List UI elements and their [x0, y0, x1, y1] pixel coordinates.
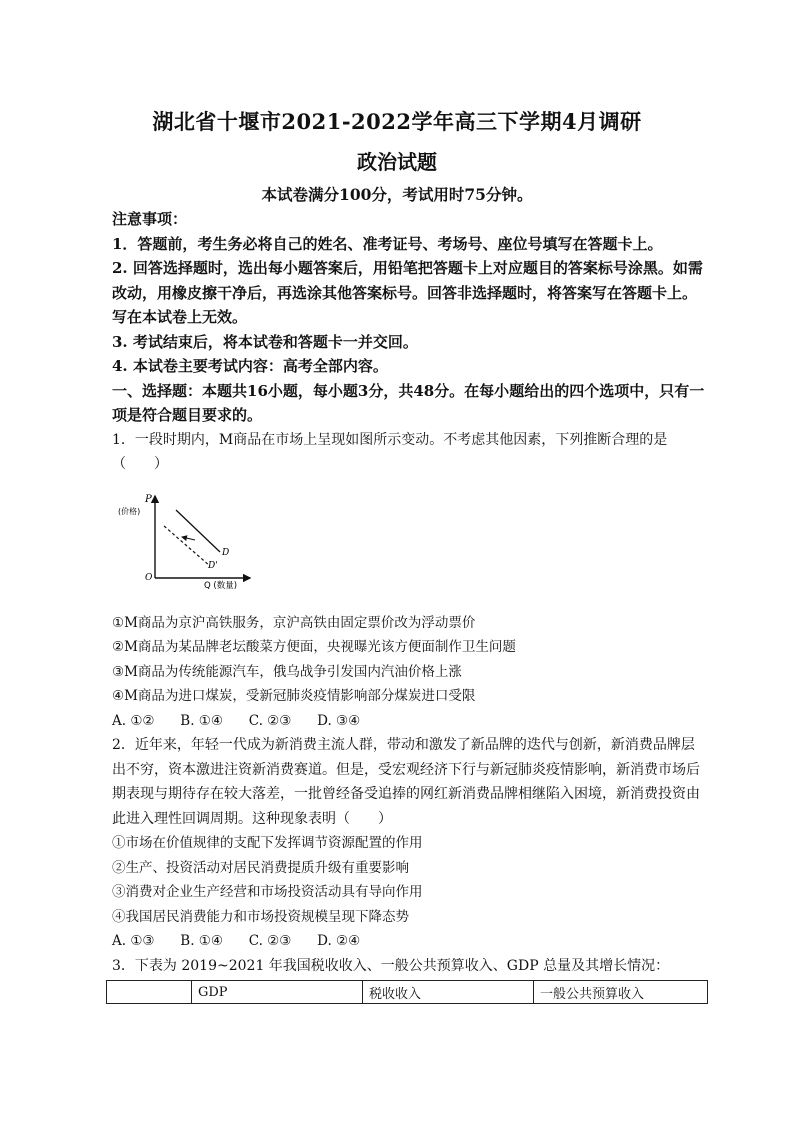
q3-stem: 3．下表为 2019~2021 年我国税收收入、一般公共预算收入、GDP 总量及其增长情况：: [112, 957, 670, 974]
q2-options: A. ①③ B. ①④ C. ②③ D. ②④: [112, 933, 361, 949]
label-q: Q (数量): [204, 581, 238, 591]
shift-arrow: [182, 537, 195, 540]
q1-item-1: ①M商品为京沪高铁服务，京沪高铁由固定票价改为浮动票价: [112, 614, 476, 631]
label-p-note: (价格): [118, 507, 141, 516]
q2-stem: 2．近年来，年轻一代成为新消费主流人群，带动和激发了新品牌的迭代与创新，新消费品牌层出不穷，资本激进注资新消费赛道。但是，受宏观经济下行与新冠肺炎疫情影响，新消费市场后期表现与期待存在较大落差，一批曾经备受追捧的网红新消费品牌相继陷入困境，新消费投资由此进入理性回调周期。这种现象表明（ ）: [112, 737, 700, 827]
q1-options: A. ①② B. ①④ C. ②③ D. ③④: [112, 712, 361, 729]
table-header-cell: 税收收入: [363, 981, 534, 1004]
exam-subject: 政治试题: [357, 150, 437, 174]
table-header-cell: 一般公共预算收入: [534, 981, 708, 1004]
q2-item-1: ①市场在价值规律的支配下发挥调节资源配置的作用: [112, 835, 423, 851]
notice-item-1: 1．答题前，考生务必将自己的姓名、准考证号、考场号、座位号填写在答题卡上。: [112, 234, 663, 253]
table-row: [107, 981, 708, 1004]
demand-curve-figure: [118, 490, 258, 591]
notice-heading: 注意事项：: [112, 210, 188, 228]
q1-item-3: ③M商品为传统能源汽车，俄乌战争引发国内汽油价格上涨: [112, 663, 462, 680]
exam-title: 湖北省十堰市2021-2022学年高三下学期4月调研: [152, 109, 642, 134]
q2-item-2: ②生产、投资活动对居民消费提质升级有重要影响: [112, 859, 409, 876]
label-origin: O: [145, 573, 153, 583]
label-d-prime: D': [208, 561, 218, 571]
q1-item-4: ④M商品为进口煤炭，受新冠肺炎疫情影响部分煤炭进口受限: [112, 688, 476, 704]
demand-curve-d: [176, 510, 220, 552]
label-d: D: [222, 548, 230, 558]
exam-info: 本试卷满分100分，考试用时75分钟。: [261, 185, 533, 204]
table-header-cell: [107, 981, 192, 1004]
q3-table: [106, 980, 708, 1004]
notice-item-3: 3. 考试结束后，将本试卷和答题卡一并交回。: [112, 332, 418, 351]
notice-item-4: 4. 本试卷主要考试内容：高考全部内容。: [112, 357, 388, 375]
exam-body: [112, 207, 708, 978]
notice-item-2: 2. 回答选择题时，选出每小题答案后，用铅笔把答题卡上对应题目的答案标号涂黑。如需改动，用橡皮擦干净后，再选涂其他答案标号。回答非选择题时，将答案写在答题卡上。写在本试卷上无效。: [112, 259, 703, 326]
demand-curve-d-prime: [164, 526, 210, 566]
label-p: P: [145, 494, 152, 505]
q1-item-2: ②M商品为某品牌老坛酸菜方便面，央视曝光该方便面制作卫生问题: [112, 639, 516, 655]
q2-item-4: ④我国居民消费能力和市场投资规模呈现下降态势: [112, 908, 409, 925]
q1-stem: 1．一段时期内，M商品在市场上呈现如图所示变动。不考虑其他因素，下列推断合理的是（ ）: [112, 431, 668, 472]
table-header-cell: GDP: [192, 981, 363, 1004]
section-heading: 一、选择题：本题共16小题，每小题3分，共48分。在每小题给出的四个选项中，只有一项是符合题目要求的。: [112, 381, 705, 424]
q2-item-3: ③消费对企业生产经营和市场投资活动具有导向作用: [112, 884, 423, 900]
